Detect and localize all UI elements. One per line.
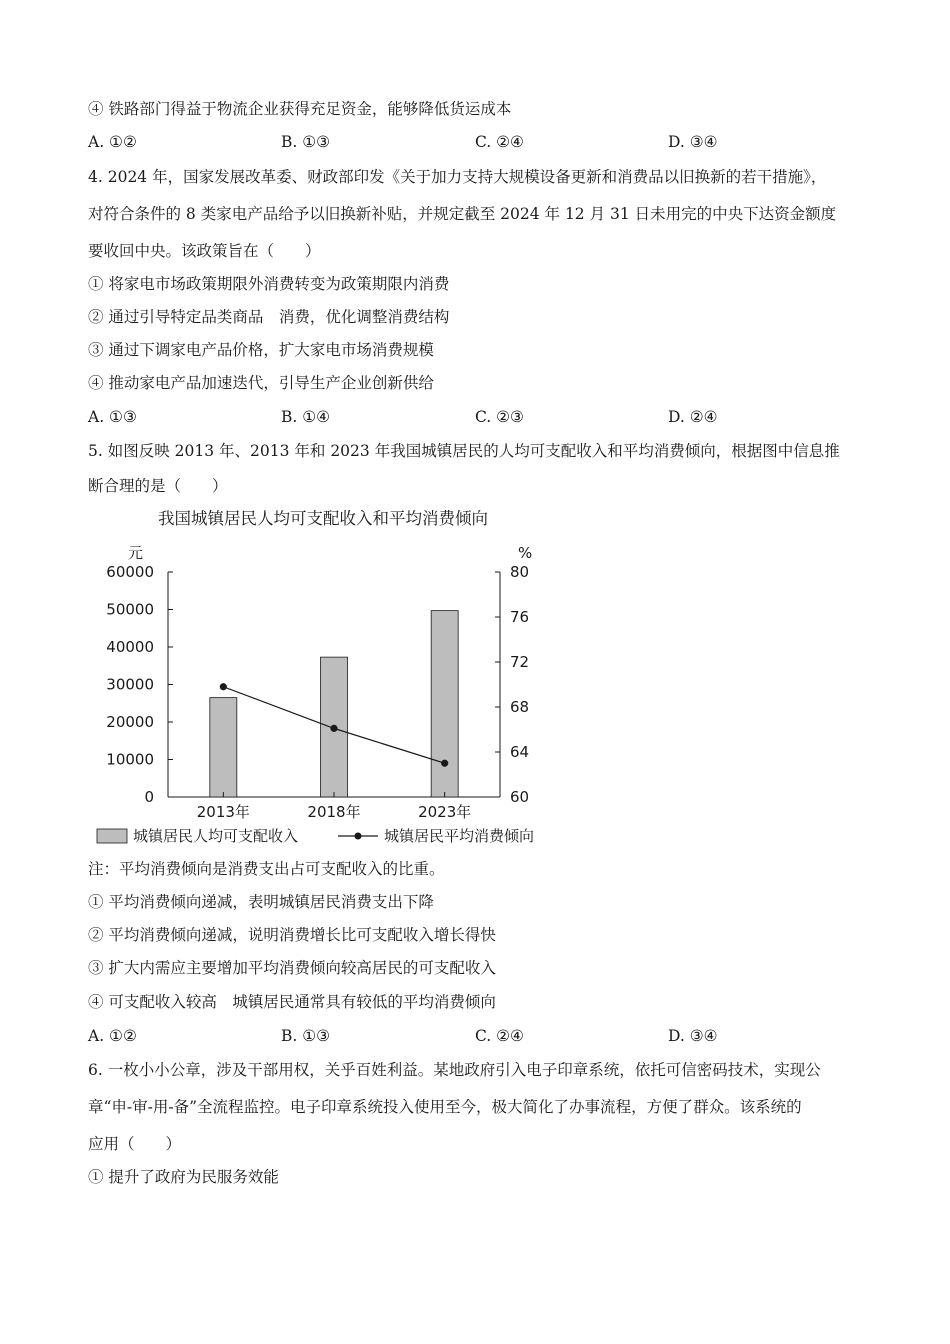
chart-title: 我国城镇居民人均可支配收入和平均消费倾向 xyxy=(158,509,488,528)
q4-option-b[interactable]: B. ①④ xyxy=(281,408,331,426)
q4-item-2: ② 通过引导特定品类商品 消费，优化调整消费结构 xyxy=(88,308,450,326)
legend-line-marker xyxy=(355,833,362,840)
q3-option-a[interactable]: A. ①② xyxy=(88,133,137,151)
q4-item-4: ④ 推动家电产品加速迭代，引导生产企业创新供给 xyxy=(88,374,434,392)
consumption-propensity-point-2018年 xyxy=(330,725,337,732)
right-tick-label: 68 xyxy=(510,698,530,716)
legend-line-label: 城镇居民平均消费倾向 xyxy=(384,827,535,845)
left-tick-label: 50000 xyxy=(106,600,154,619)
q5-note: 注：平均消费倾向是消费支出占可支配收入的比重。 xyxy=(88,860,445,878)
q5-item-3: ③ 扩大内需应主要增加平均消费倾向较高居民的可支配收入 xyxy=(88,959,496,977)
q5-item-4: ④ 可支配收入较高 城镇居民通常具有较低的平均消费倾向 xyxy=(88,993,496,1011)
left-tick-label: 40000 xyxy=(106,638,154,656)
consumption-propensity-point-2013年 xyxy=(220,683,227,690)
q5-stem-line-1: 5. 如图反映 2013 年、2013 年和 2023 年我国城镇居民的人均可支配收入和平均消费倾向，根据图中信息推 xyxy=(88,442,840,460)
q5-option-a[interactable]: A. ①② xyxy=(88,1027,137,1045)
q3-option-d[interactable]: D. ③④ xyxy=(668,133,718,151)
right-axis-unit: % xyxy=(518,544,533,562)
q4-option-c[interactable]: C. ②③ xyxy=(475,408,524,426)
x-tick-label: 2013年 xyxy=(196,803,250,821)
right-tick-label: 80 xyxy=(510,563,530,581)
q5-item-2: ② 平均消费倾向递减，说明消费增长比可支配收入增长得快 xyxy=(88,926,496,944)
income-bar-2023年 xyxy=(431,611,458,797)
x-tick-label: 2023年 xyxy=(418,803,472,821)
q5-option-c[interactable]: C. ②④ xyxy=(475,1027,524,1045)
right-tick-label: 72 xyxy=(510,653,530,671)
left-tick-label: 20000 xyxy=(106,713,154,731)
q4-stem-line-1: 4. 2024 年，国家发展改革委、财政部印发《关于加力支持大规模设备更新和消费品以旧换新的若干措施》， xyxy=(88,168,827,186)
q4-item-3: ③ 通过下调家电产品价格，扩大家电市场消费规模 xyxy=(88,341,434,359)
q6-stem-line-3: 应用（ ） xyxy=(88,1135,182,1153)
legend-bar-swatch xyxy=(97,829,127,843)
q5-item-1: ① 平均消费倾向递减，表明城镇居民消费支出下降 xyxy=(88,893,434,911)
q3-options xyxy=(88,131,808,153)
right-tick-label: 60 xyxy=(510,788,530,806)
right-tick-label: 76 xyxy=(510,608,530,626)
right-tick-label: 64 xyxy=(510,743,530,761)
q3-item-4: ④ 铁路部门得益于物流企业获得充足资金，能够降低货运成本 xyxy=(88,100,512,118)
legend-bar-label: 城镇居民人均可支配收入 xyxy=(133,827,299,845)
left-tick-label: 60000 xyxy=(106,563,154,581)
left-tick-label: 10000 xyxy=(106,750,154,769)
q5-option-d[interactable]: D. ③④ xyxy=(668,1027,718,1045)
income-bar-2013年 xyxy=(210,698,237,797)
q3-option-c[interactable]: C. ②④ xyxy=(475,133,524,151)
q5-options xyxy=(88,1025,808,1047)
q3-option-b[interactable]: B. ①③ xyxy=(281,133,331,151)
q6-stem-line-1: 6. 一枚小小公章，涉及干部用权，关乎百姓利益。某地政府引入电子印章系统，依托可信密码技术，实现公 xyxy=(88,1061,821,1079)
q4-stem-line-3: 要收回中央。该政策旨在（ ） xyxy=(88,242,321,260)
left-tick-label: 0 xyxy=(144,788,154,806)
q5-stem-line-2: 断合理的是（ ） xyxy=(88,477,228,495)
consumption-propensity-point-2023年 xyxy=(441,760,448,767)
left-axis-unit: 元 xyxy=(128,544,144,562)
chart-legend xyxy=(97,827,534,845)
left-tick-label: 30000 xyxy=(106,675,154,694)
q4-item-1: ① 将家电市场政策期限外消费转变为政策期限内消费 xyxy=(88,275,450,293)
q5-option-b[interactable]: B. ①③ xyxy=(281,1027,331,1045)
x-tick-label: 2018年 xyxy=(307,803,361,821)
q6-item-1: ① 提升了政府为民服务效能 xyxy=(88,1168,279,1186)
q4-option-a[interactable]: A. ①③ xyxy=(88,408,137,426)
income-consumption-chart xyxy=(88,500,608,852)
q6-stem-line-2: 章“申-审-用-备”全流程监控。电子印章系统投入使用至今，极大简化了办事流程，方便了群众。该系统的 xyxy=(88,1098,802,1116)
q4-stem-line-2: 对符合条件的 8 类家电产品给予以旧换新补贴，并规定截至 2024 年 12 月 31 日未用完的中央下达资金额度 xyxy=(88,205,837,223)
q4-option-d[interactable]: D. ②④ xyxy=(668,408,718,426)
q4-options xyxy=(88,406,808,428)
